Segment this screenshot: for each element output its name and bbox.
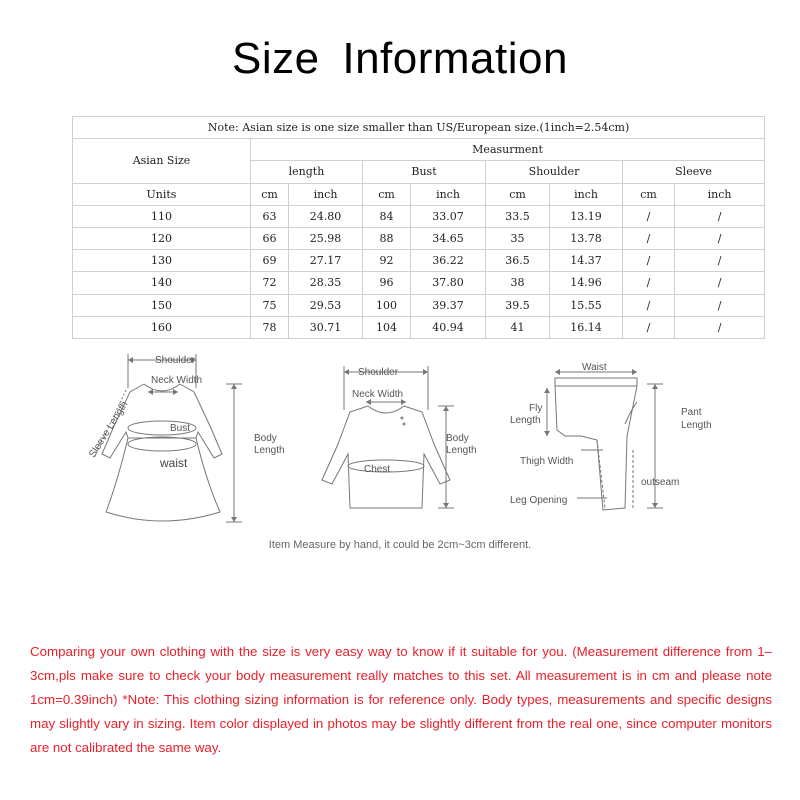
table-cell: /	[675, 272, 765, 294]
table-cell: 84	[363, 205, 411, 227]
unit-cell: inch	[289, 183, 363, 205]
unit-cell: cm	[486, 183, 550, 205]
table-cell: 63	[251, 205, 289, 227]
table-cell: /	[675, 250, 765, 272]
table-row	[73, 227, 765, 249]
pants-waist-label: Waist	[582, 362, 607, 373]
table-cell: 15.55	[550, 294, 623, 316]
table-cell: /	[623, 294, 675, 316]
table-cell: 33.07	[411, 205, 486, 227]
table-cell: 78	[251, 316, 289, 338]
measurement-diagrams	[0, 340, 800, 540]
table-cell: 33.5	[486, 205, 550, 227]
table-header-row	[73, 139, 765, 161]
table-cell: /	[675, 205, 765, 227]
table-cell: /	[623, 205, 675, 227]
table-cell: /	[623, 250, 675, 272]
table-cell: 40.94	[411, 316, 486, 338]
pants-fly-length-label-1: Fly	[529, 403, 543, 414]
pants-pant-length-label-1: Pant	[681, 407, 702, 418]
table-cell: 14.96	[550, 272, 623, 294]
table-cell: 75	[251, 294, 289, 316]
pants-fly-length-label-2: Length	[510, 415, 541, 426]
table-cell: 88	[363, 227, 411, 249]
dress-neck-width-label: Neck Width	[151, 375, 203, 386]
table-cell: 25.98	[289, 227, 363, 249]
table-cell: 35	[486, 227, 550, 249]
units-header: Units	[73, 183, 251, 205]
table-cell: 39.5	[486, 294, 550, 316]
table-row	[73, 205, 765, 227]
table-cell: 100	[363, 294, 411, 316]
sleeve-header: Sleeve	[623, 161, 765, 183]
table-cell: 66	[251, 227, 289, 249]
table-cell: 37.80	[411, 272, 486, 294]
sweater-shoulder-label: Shoulder	[358, 367, 399, 378]
size-cell: 120	[73, 227, 251, 249]
size-cell: 130	[73, 250, 251, 272]
size-cell: 160	[73, 316, 251, 338]
dress-sleeve-length-label: Sleeve Length	[87, 399, 131, 460]
table-cell: 30.71	[289, 316, 363, 338]
bust-header: Bust	[363, 161, 486, 183]
unit-cell: inch	[411, 183, 486, 205]
unit-cell: inch	[675, 183, 765, 205]
size-cell: 150	[73, 294, 251, 316]
size-cell: 140	[73, 272, 251, 294]
table-row	[73, 316, 765, 338]
table-cell: /	[623, 272, 675, 294]
size-note: Note: Asian size is one size smaller than US/European size.(1inch=2.54cm)	[73, 117, 765, 139]
dress-bust-label: Bust	[170, 423, 191, 434]
page-title: Size Information	[232, 34, 568, 83]
pants-leg-opening-label: Leg Opening	[510, 495, 568, 506]
table-cell: /	[675, 227, 765, 249]
table-cell: 29.53	[289, 294, 363, 316]
measure-caption: Item Measure by hand, it could be 2cm~3cm different.	[268, 539, 532, 551]
table-cell: 72	[251, 272, 289, 294]
sizing-disclaimer: Comparing your own clothing with the size is very easy way to know if it suitable for you. (Measurement difference from 1– 3cm,pls make sure to check your body measurement really matches to this set. All measurement is in cm and please note 1cm=0.39inch) *Note: This clothing sizing information is for reference only. Body types, measurements and specific designs may slightly vary in sizing. Item color displayed in photos may be slightly different from the real one, since computer monitors are not calibrated the same way.	[30, 644, 772, 755]
size-cell: 110	[73, 205, 251, 227]
size-table	[72, 116, 765, 339]
table-cell: 13.19	[550, 205, 623, 227]
table-cell: 38	[486, 272, 550, 294]
table-cell: 27.17	[289, 250, 363, 272]
table-cell: /	[675, 294, 765, 316]
table-cell: 92	[363, 250, 411, 272]
table-cell: 39.37	[411, 294, 486, 316]
table-cell: 69	[251, 250, 289, 272]
table-cell: 96	[363, 272, 411, 294]
dress-diagram	[80, 340, 285, 530]
pants-outseam-label: outseam	[641, 477, 680, 488]
table-cell: 13.78	[550, 227, 623, 249]
table-row	[73, 250, 765, 272]
table-cell: 36.5	[486, 250, 550, 272]
shoulder-header: Shoulder	[486, 161, 623, 183]
dress-shoulder-label: Shoulder	[155, 355, 196, 366]
unit-cell: cm	[251, 183, 289, 205]
table-row	[73, 272, 765, 294]
sweater-body-length-label-2: Length	[446, 445, 477, 456]
sweater-neck-width-label: Neck Width	[352, 389, 404, 400]
pants-pant-length-label-2: Length	[681, 420, 712, 431]
table-cell: /	[623, 227, 675, 249]
table-cell: /	[675, 316, 765, 338]
pants-thigh-width-label: Thigh Width	[520, 456, 574, 467]
dress-body-length-label-1: Body	[254, 433, 277, 444]
table-units-row	[73, 183, 765, 205]
sweater-diagram	[300, 340, 500, 530]
measurement-header: Measurment	[251, 139, 765, 161]
table-cell: 104	[363, 316, 411, 338]
table-cell: 24.80	[289, 205, 363, 227]
table-cell: 14.37	[550, 250, 623, 272]
table-row	[73, 294, 765, 316]
pants-diagram	[505, 340, 735, 530]
table-cell: 36.22	[411, 250, 486, 272]
unit-cell: cm	[623, 183, 675, 205]
unit-cell: cm	[363, 183, 411, 205]
unit-cell: inch	[550, 183, 623, 205]
table-cell: 41	[486, 316, 550, 338]
sweater-chest-label: Chest	[364, 464, 391, 475]
table-cell: 34.65	[411, 227, 486, 249]
dress-waist-label: waist	[160, 456, 188, 470]
table-cell: 16.14	[550, 316, 623, 338]
length-header: length	[251, 161, 363, 183]
table-cell: /	[623, 316, 675, 338]
asian-size-header: Asian Size	[73, 139, 251, 183]
dress-body-length-label-2: Length	[254, 445, 285, 456]
sweater-body-length-label-1: Body	[446, 433, 469, 444]
table-cell: 28.35	[289, 272, 363, 294]
table-note-row	[73, 117, 765, 139]
